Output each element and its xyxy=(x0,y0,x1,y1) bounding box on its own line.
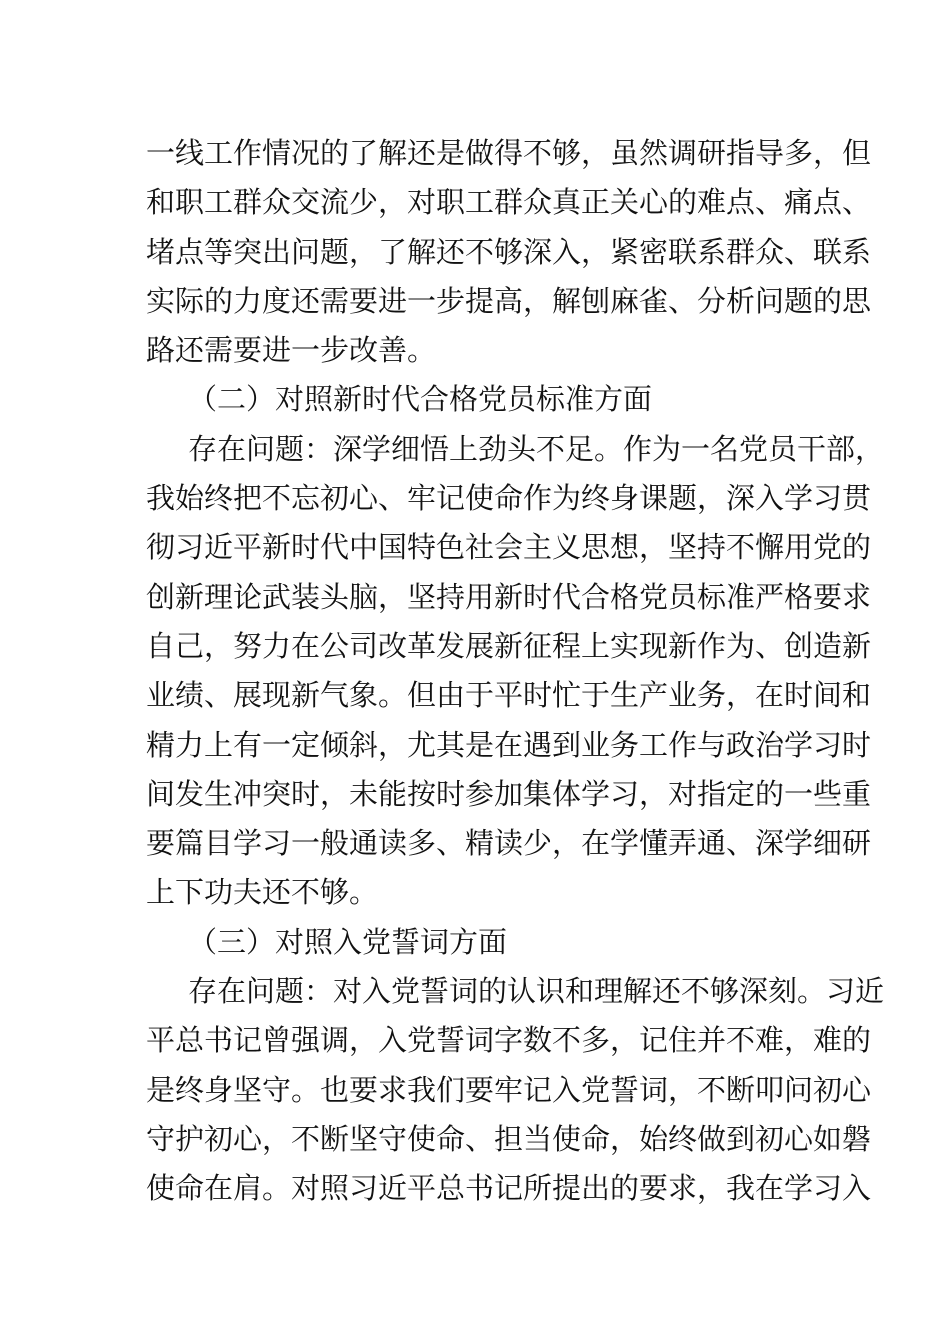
section-heading-three: （三）对照入党誓词方面 xyxy=(188,924,508,959)
text-line: 存在问题：深学细悟上劲头不足。作为一名党员干部， xyxy=(188,431,885,466)
text-line: 堵点等突出问题，了解还不够深入，紧密联系群众、联系 xyxy=(146,234,872,269)
text-line: 使命在肩。对照习近平总书记所提出的要求，我在学习入 xyxy=(146,1171,872,1206)
text-line: 创新理论武装头脑，坚持用新时代合格党员标准严格要求 xyxy=(146,579,872,614)
text-line: 精力上有一定倾斜，尤其是在遇到业务工作与政治学习时 xyxy=(146,727,872,762)
text-line: 彻习近平新时代中国特色社会主义思想，坚持不懈用党的 xyxy=(146,530,872,565)
text-line: 路还需要进一步改善。 xyxy=(146,333,437,368)
text-line: 存在问题：对入党誓词的认识和理解还不够深刻。习近 xyxy=(188,974,885,1009)
text-line: 业绩、展现新气象。但由于平时忙于生产业务，在时间和 xyxy=(146,678,872,713)
document-body-text xyxy=(146,129,885,1214)
text-line: 上下功夫还不够。 xyxy=(146,875,379,910)
text-line: 是终身坚守。也要求我们要牢记入党誓词，不断叩问初心 xyxy=(146,1072,872,1107)
text-line: 守护初心，不断坚守使命、担当使命，始终做到初心如磐 xyxy=(146,1121,872,1156)
section-heading-two: （二）对照新时代合格党员标准方面 xyxy=(188,382,653,417)
text-line: 间发生冲突时，未能按时参加集体学习，对指定的一些重 xyxy=(146,776,872,811)
text-line: 平总书记曾强调，入党誓词字数不多，记住并不难，难的 xyxy=(146,1023,872,1058)
text-line: 一线工作情况的了解还是做得不够，虽然调研指导多，但 xyxy=(146,136,872,170)
text-line: 实际的力度还需要进一步提高，解刨麻雀、分析问题的思 xyxy=(146,283,872,318)
text-line: 和职工群众交流少，对职工群众真正关心的难点、痛点、 xyxy=(146,185,872,220)
text-line: 自己，努力在公司改革发展新征程上实现新作为、创造新 xyxy=(146,628,872,663)
text-line: 要篇目学习一般通读多、精读少，在学懂弄通、深学细研 xyxy=(146,826,872,861)
text-line: 我始终把不忘初心、牢记使命作为终身课题，深入学习贯 xyxy=(146,481,872,516)
